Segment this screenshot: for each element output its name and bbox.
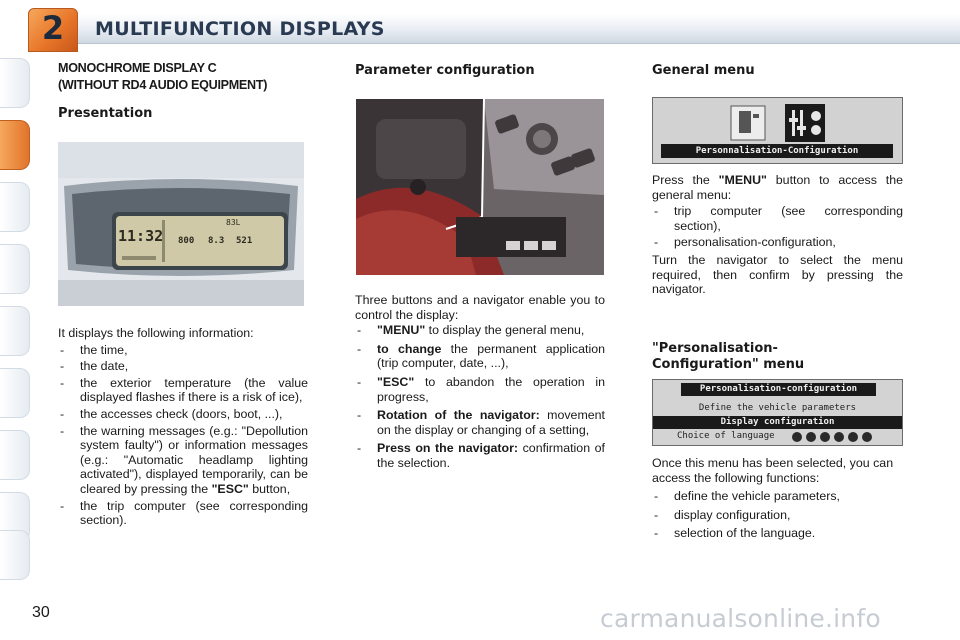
- display-value-fuel: 83L: [226, 218, 241, 227]
- left-text: [58, 326, 308, 528]
- press-text-end: button to access the general menu:: [652, 173, 903, 202]
- list-item: - the accesses check (doors, boot, ...),: [58, 407, 308, 422]
- item-text: confirmation of the selection.: [377, 441, 605, 470]
- dashboard-display-photo: [58, 142, 304, 306]
- esc-label: "ESC": [377, 374, 415, 389]
- side-tab[interactable]: [0, 430, 30, 480]
- side-tab[interactable]: [0, 182, 30, 232]
- list-item: - the exterior temperature (the value displayed flashes if there is a risk of ice),: [58, 376, 308, 405]
- parameter-intro: Three buttons and a navigator enable you to control the display:: [355, 293, 605, 322]
- item-text: to display the general menu,: [425, 323, 585, 338]
- presentation-intro: It displays the following information:: [58, 326, 254, 340]
- presentation-list: [58, 343, 308, 528]
- menu-label: "MENU": [377, 323, 426, 338]
- middle-text: [355, 293, 605, 471]
- list-item-menu: [355, 323, 605, 338]
- esc-label: "ESC": [211, 481, 249, 496]
- general-menu-screen: [652, 97, 903, 164]
- list-item-esc: [355, 375, 605, 404]
- warning-text: the warning messages (e.g.: "Depollution system faulty") or information messages (e.g.: "Automatic headlamp lighting activated"), displayed temporarily, can be cleared by pressing the: [80, 423, 308, 496]
- list-item: - personalisation-configuration,: [652, 235, 903, 250]
- chapter-number: 2: [41, 9, 65, 47]
- display-value-2: 8.3: [208, 236, 225, 246]
- list-item-rotation: [355, 408, 605, 437]
- warning-text-end: button,: [248, 481, 291, 496]
- list-item: - the date,: [58, 359, 308, 374]
- screen-option-vehicle-parameters[interactable]: Define the vehicle parameters: [698, 403, 857, 413]
- functions-list: [652, 489, 903, 541]
- left-column: [58, 60, 310, 122]
- press-label: Press on the navigator:: [377, 441, 519, 456]
- dashboard-display-illustration: [58, 142, 304, 306]
- item-text: movement on the display or changing of a setting,: [377, 408, 605, 437]
- section-presentation: Presentation: [58, 106, 153, 121]
- general-menu-selected-label: Personnalisation-Configuration: [695, 146, 859, 156]
- section-general-menu: General menu: [652, 63, 755, 78]
- list-item: - trip computer (see corresponding section),: [652, 204, 903, 233]
- side-tab[interactable]: [0, 244, 30, 294]
- once-selected-text: Once this menu has been selected, you can access the following functions:: [652, 456, 894, 485]
- footer-watermark-site[interactable]: carmanualsonline.info: [600, 604, 881, 633]
- display-title-line1: MONOCHROME DISPLAY C: [58, 61, 217, 75]
- list-item-change: [355, 342, 605, 371]
- menu-label: "MENU": [718, 173, 767, 187]
- general-menu-list: [652, 204, 903, 250]
- right-text-general: [652, 173, 903, 297]
- change-label: to change: [377, 341, 442, 356]
- section-personalisation-configuration: [652, 341, 903, 373]
- display-title-line2: (WITHOUT RD4 AUDIO EQUIPMENT): [58, 78, 268, 92]
- list-item: - the time,: [58, 343, 308, 358]
- chapter-side-tabs: [0, 58, 32, 578]
- controls-list: [355, 323, 605, 470]
- section-personalisation-line2: Configuration" menu: [652, 357, 805, 372]
- list-item-warning: [58, 424, 308, 497]
- press-menu-text: [652, 173, 903, 202]
- side-tab[interactable]: [0, 368, 30, 418]
- turn-navigator-text: Turn the navigator to select the menu required, then confirm by pressing the navigator.: [652, 252, 903, 297]
- list-item-press: [355, 441, 605, 470]
- display-value-3: 521: [236, 236, 253, 246]
- language-flag-icons: [791, 431, 887, 443]
- controls-illustration: [356, 99, 604, 275]
- side-tab[interactable]: [0, 58, 30, 108]
- side-tab[interactable]: [0, 306, 30, 356]
- side-tab[interactable]: [0, 530, 30, 580]
- item-text: the permanent application (trip computer, date, ...),: [377, 341, 605, 371]
- page-header: [0, 0, 960, 52]
- section-personalisation-line1: "Personalisation-: [652, 341, 778, 356]
- list-item: - define the vehicle parameters,: [652, 489, 903, 504]
- screen-title: Personalisation-configuration: [699, 384, 858, 394]
- screen-option-display-configuration[interactable]: Display configuration: [720, 417, 835, 427]
- personalisation-screen: [652, 379, 903, 446]
- page-number: 30: [32, 604, 50, 621]
- press-text: Press the: [652, 173, 719, 187]
- display-value-1: 800: [178, 236, 195, 246]
- item-text: to abandon the operation in progress,: [377, 374, 605, 404]
- list-item: - selection of the language.: [652, 526, 903, 541]
- side-tab-active[interactable]: [0, 120, 30, 170]
- page-title: MULTIFUNCTION DISPLAYS: [95, 18, 385, 40]
- screen-option-language[interactable]: Choice of language: [677, 431, 775, 441]
- display-time: 11:32: [118, 227, 164, 245]
- list-item: - display configuration,: [652, 508, 903, 523]
- list-item: - the trip computer (see corresponding section).: [58, 499, 308, 528]
- right-text-functions: [652, 456, 903, 541]
- section-parameter-configuration: Parameter configuration: [355, 63, 535, 78]
- rotation-label: Rotation of the navigator:: [377, 408, 540, 423]
- controls-photo: [356, 99, 604, 275]
